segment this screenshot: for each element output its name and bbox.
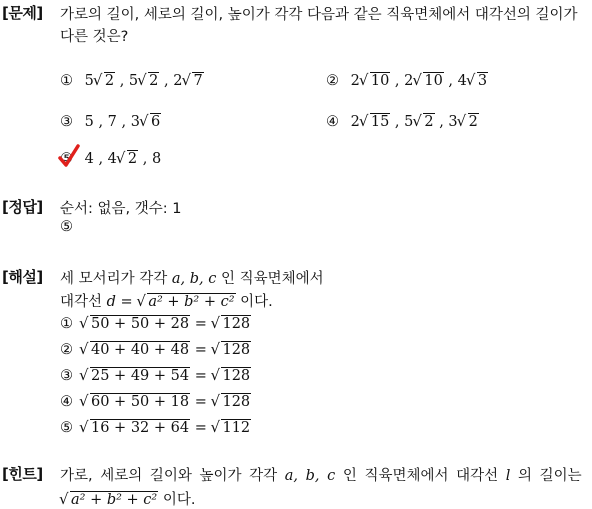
- result: 128: [222, 394, 251, 410]
- option-5[interactable]: ⑤ 4 , 4√ 2 , 8: [60, 151, 161, 167]
- option-1[interactable]: ① 5√ 2 , 5√ 2 , 2√ 7: [60, 73, 204, 89]
- solution-row-5: ⑤√ 16 + 32 + 64 = √ 112: [60, 420, 251, 436]
- result: 112: [222, 420, 251, 436]
- radicand: 60 + 50 + 18: [91, 394, 190, 410]
- option-3-number: ③: [60, 114, 73, 130]
- value: 8: [151, 151, 162, 167]
- radicand: 10: [424, 73, 443, 89]
- solution-line1: [60, 267, 324, 288]
- radicand: a² + b² + c²: [148, 294, 235, 310]
- coef: 3: [448, 114, 458, 130]
- sqrt: [211, 420, 251, 436]
- option-2[interactable]: ② 2√ 10 , 2√ 10 , 4√ 3: [326, 73, 488, 89]
- option-2-number: ②: [326, 73, 339, 89]
- row-number: ①: [60, 316, 73, 332]
- solution-row-4: ④√ 60 + 50 + 18 = √ 128: [60, 394, 251, 410]
- variables: a, b, c: [284, 468, 336, 484]
- option-4[interactable]: ④ 2√ 15 , 5√ 2 , 3√ 2: [326, 114, 479, 130]
- variables: a, b, c: [171, 271, 217, 287]
- sqrt: [80, 316, 190, 332]
- sqrt: [80, 420, 190, 436]
- row-number: ⑤: [60, 420, 73, 436]
- problem-tag: [문제]: [2, 4, 43, 22]
- radicand: 6: [150, 114, 161, 130]
- radicand: 40 + 40 + 48: [91, 342, 190, 358]
- sqrt: [140, 114, 161, 130]
- solution-row-1: ①√ 50 + 50 + 28 = √ 128: [60, 316, 251, 332]
- answer-tag: [정답]: [2, 198, 43, 216]
- coef: 2: [173, 73, 183, 89]
- radicand: 2: [149, 73, 159, 89]
- radicand: 10: [370, 73, 390, 89]
- sqrt: [458, 114, 479, 130]
- radicand: 50 + 50 + 28: [91, 316, 190, 332]
- sqrt: [117, 151, 138, 167]
- value: 7: [107, 114, 117, 130]
- option-4-number: ④: [326, 114, 339, 130]
- radicand: 2: [127, 151, 138, 167]
- sqrt: [413, 114, 434, 130]
- answer-order-count: 순서: 없음, 갯수: 1: [60, 201, 182, 217]
- row-number: ②: [60, 342, 73, 358]
- row-number: ③: [60, 368, 73, 384]
- solution-tag: [해설]: [2, 268, 43, 286]
- sqrt: [80, 394, 190, 410]
- solution-row-2: ②√ 40 + 40 + 48 = √ 128: [60, 342, 251, 358]
- sqrt: [80, 342, 190, 358]
- coef: 4: [107, 151, 117, 167]
- coef: 3: [130, 114, 140, 130]
- sqrt: [467, 73, 488, 89]
- check-mark-icon: [58, 143, 80, 169]
- result: 128: [222, 342, 251, 358]
- result: 128: [222, 368, 251, 384]
- hint-line1: [60, 464, 590, 485]
- coef: 5: [404, 114, 414, 130]
- sqrt: [211, 316, 251, 332]
- coef: 2: [404, 73, 414, 89]
- text: 대각선: [60, 294, 107, 310]
- sqrt: [94, 73, 115, 89]
- hint-line2: [60, 488, 195, 509]
- sqrt: [413, 73, 443, 89]
- text: 의 길이는: [510, 468, 582, 484]
- equals: =: [115, 294, 138, 310]
- sqrt: [137, 294, 235, 310]
- coef: 2: [350, 114, 360, 130]
- value: 5: [84, 114, 94, 130]
- solution-row-3: ③√ 25 + 49 + 54 = √ 128: [60, 368, 251, 384]
- sqrt: [138, 73, 159, 89]
- problem-text-line1: 가로의 길이, 세로의 길이, 높이가 각각 다음과 같은 직육면체에서 대각선의 길이가: [60, 7, 578, 23]
- radicand: 16 + 32 + 64: [91, 420, 190, 436]
- option-5-number: ⑤: [60, 151, 73, 167]
- answer-choice: ⑤: [60, 219, 73, 235]
- radicand: 15: [370, 114, 390, 130]
- row-number: ④: [60, 394, 73, 410]
- sqrt: [211, 394, 251, 410]
- sqrt: [80, 368, 190, 384]
- coef: 4: [457, 73, 467, 89]
- radicand: a² + b² + c²: [71, 492, 158, 508]
- radicand: 2: [424, 114, 434, 130]
- option-1-number: ①: [60, 73, 73, 89]
- sqrt: [360, 114, 390, 130]
- result: 128: [222, 316, 251, 332]
- text: 인 직육면체에서: [216, 271, 324, 287]
- coef: 5: [128, 73, 139, 89]
- radicand: 2: [104, 73, 115, 89]
- sqrt: [360, 73, 390, 89]
- text: 인 직육면체에서 대각선: [335, 468, 506, 484]
- solution-line2: [60, 290, 273, 311]
- problem-text-line2: 다른 것은?: [60, 29, 129, 45]
- radicand: 2: [468, 114, 478, 130]
- value: 4: [84, 151, 94, 167]
- text: 세 모서리가 각각: [60, 271, 172, 287]
- sqrt: [60, 492, 158, 508]
- radicand: 7: [193, 73, 203, 89]
- text: 이다.: [158, 492, 196, 508]
- variable-l: l: [505, 468, 511, 484]
- radicand: 25 + 49 + 54: [91, 368, 190, 384]
- text: 이다.: [235, 294, 273, 310]
- coef: 5: [84, 73, 94, 89]
- sqrt: [211, 368, 251, 384]
- option-3[interactable]: ③ 5 , 7 , 3√ 6: [60, 114, 161, 130]
- coef: 2: [350, 73, 360, 89]
- radicand: 3: [477, 73, 488, 89]
- sqrt: [211, 342, 251, 358]
- sqrt: [182, 73, 203, 89]
- hint-tag: [힌트]: [2, 465, 43, 483]
- text: 가로, 세로의 길이와 높이가 각각: [60, 468, 285, 484]
- variable-d: d: [106, 294, 116, 310]
